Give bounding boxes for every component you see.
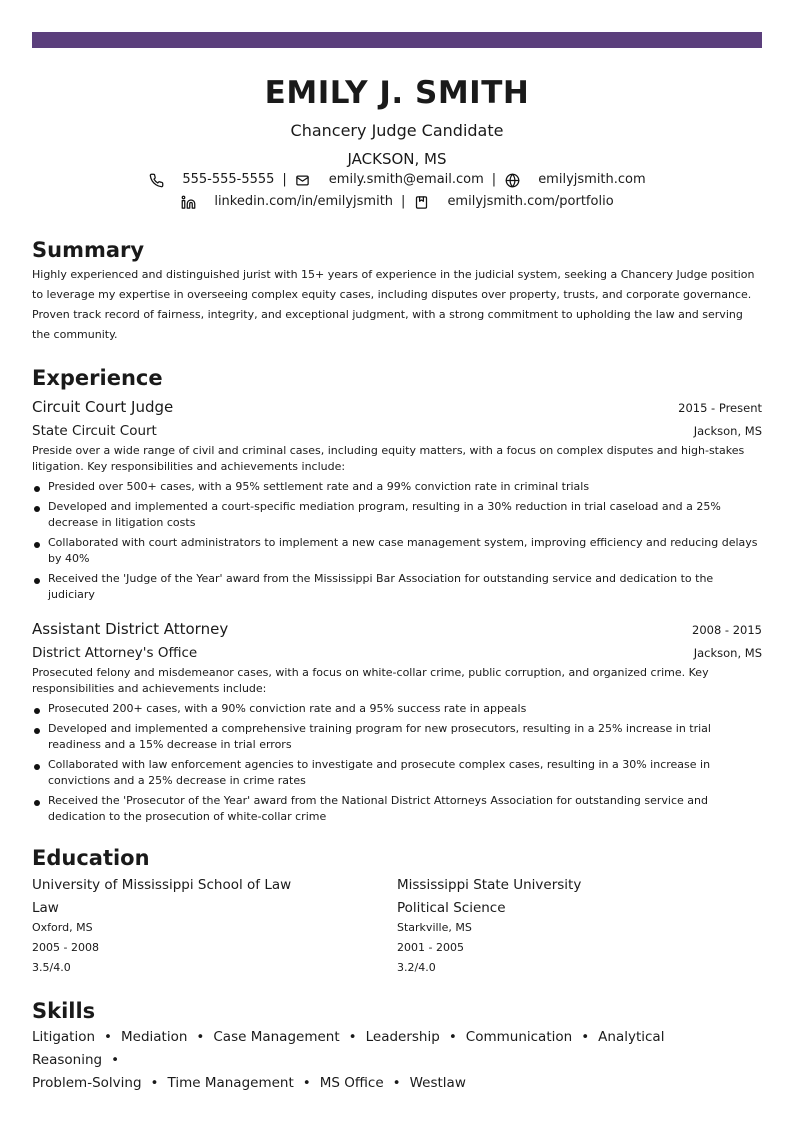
candidate-location: JACKSON, MS [347,150,447,168]
skill-separator: • [348,1029,357,1045]
job-company: District Attorney's Office [32,645,198,661]
school-gpa: 3.2/4.0 [397,961,436,974]
job-title: Circuit Court Judge [32,398,174,416]
skill-item: Westlaw [409,1075,466,1091]
phone-number[interactable]: 555-555-5555 [182,172,275,187]
skill-separator: • [150,1075,159,1091]
email-icon [295,172,311,188]
job-description: Prosecuted felony and misdemeanor cases, with a focus on white-collar crime, public corruption, and organized crime. Key responsibilities and achievements include: [32,666,709,695]
list-item: Collaborated with court administrators to implement a new case management system, improving efficiency and reducing delays by 40% [32,535,762,567]
job-title: Assistant District Attorney [32,620,229,638]
globe-icon [504,172,520,188]
candidate-headline: Chancery Judge Candidate [290,121,504,140]
list-item: Received the 'Judge of the Year' award from the Mississippi Bar Association for outstanding service and dedication to the judiciary [32,571,762,603]
phone-icon [148,172,164,188]
skill-item: Mediation [121,1029,188,1045]
skills-heading: Skills [32,999,96,1023]
skills-line [32,1072,762,1095]
skill-item: Communication [465,1029,573,1045]
skill-item: Analytical Reasoning [32,1029,665,1068]
job-dates: 2015 - Present [678,401,762,415]
field-of-study: Political Science [397,900,506,916]
summary-heading: Summary [32,238,145,262]
job-entry [32,397,762,603]
job-achievements [32,701,762,825]
school-gpa: 3.5/4.0 [32,961,71,974]
skill-item: Case Management [213,1029,340,1045]
linkedin-icon [180,194,196,210]
school-location: Oxford, MS [32,921,93,934]
separator: | [401,194,406,209]
school-dates: 2001 - 2005 [397,941,464,954]
job-location: Jackson, MS [693,646,762,660]
job-description: Preside over a wide range of civil and criminal cases, including equity matters, with a focus on complex disputes and high-stakes litigation. Key responsibilities and achievements include: [32,444,745,473]
school-location: Starkville, MS [397,921,472,934]
list-item: Collaborated with law enforcement agencies to investigate and prosecute complex cases, resulting in a 30% increase in convictions and a 25% decrease in crime rates [32,757,762,789]
skills-list [32,1026,762,1095]
job-location: Jackson, MS [693,424,762,438]
skill-separator: • [581,1029,590,1045]
skill-item: Problem-Solving [32,1075,142,1091]
list-item: Presided over 500+ cases, with a 95% settlement rate and a 99% conviction rate in criminal trials [32,479,762,495]
list-item: Received the 'Prosecutor of the Year' award from the National District Attorneys Association for outstanding service and dedication to the prosecution of white-collar crime [32,793,762,825]
separator: | [491,172,497,187]
separator: | [282,172,287,187]
skill-item: MS Office [319,1075,384,1091]
education-entry [32,875,397,978]
portfolio-link[interactable]: emilyjsmith.com/portfolio [447,194,614,209]
contact-row-primary [32,169,762,191]
school-dates: 2005 - 2008 [32,941,99,954]
portfolio-icon [413,194,429,210]
skill-item: Time Management [167,1075,294,1091]
skill-separator: • [392,1075,401,1091]
linkedin-link[interactable]: linkedin.com/in/emilyjsmith [214,194,394,209]
skill-separator: • [104,1029,112,1045]
education-list [32,875,762,978]
education-heading: Education [32,846,150,870]
field-of-study: Law [32,900,59,916]
website-link[interactable]: emilyjsmith.com [538,172,646,187]
skill-item: Leadership [365,1029,440,1045]
email-link[interactable]: emily.smith@email.com [328,172,484,187]
job-achievements [32,479,762,603]
list-item: Prosecuted 200+ cases, with a 90% conviction rate and a 95% success rate in appeals [32,701,762,717]
skill-separator: • [196,1029,205,1045]
job-company: State Circuit Court [32,423,157,439]
education-entry [397,875,762,978]
accent-bar [32,32,762,48]
school-name: University of Mississippi School of Law [32,877,292,893]
skills-line [32,1026,762,1072]
skill-separator: • [302,1075,311,1091]
resume-page [32,74,762,1095]
list-item: Developed and implemented a comprehensive training program for new prosecutors, resulting in a 25% increase in trial readiness and a 15% decrease in trial errors [32,721,762,753]
job-dates: 2008 - 2015 [692,623,762,637]
list-item: Developed and implemented a court-specific mediation program, resulting in a 30% reduction in trial caseload and a 25% decrease in litigation costs [32,499,762,531]
skill-item: Litigation [32,1029,96,1045]
summary-text: Highly experienced and distinguished jurist with 15+ years of experience in the judicial system, seeking a Chancery Judge position to leverage my expertise in overseeing complex equity cases, including disputes over property, trusts, and corporate governance. Proven track record of fairness, integrity, and exceptional judgment, with a strong commitment to upholding the law and serving the community. [32,268,755,341]
candidate-name: EMILY J. SMITH [264,75,530,111]
skill-separator: • [448,1029,457,1045]
skill-separator: • [111,1052,120,1068]
contact-row-secondary [32,191,762,213]
job-entry [32,619,762,825]
school-name: Mississippi State University [397,877,582,893]
experience-heading: Experience [32,366,163,390]
